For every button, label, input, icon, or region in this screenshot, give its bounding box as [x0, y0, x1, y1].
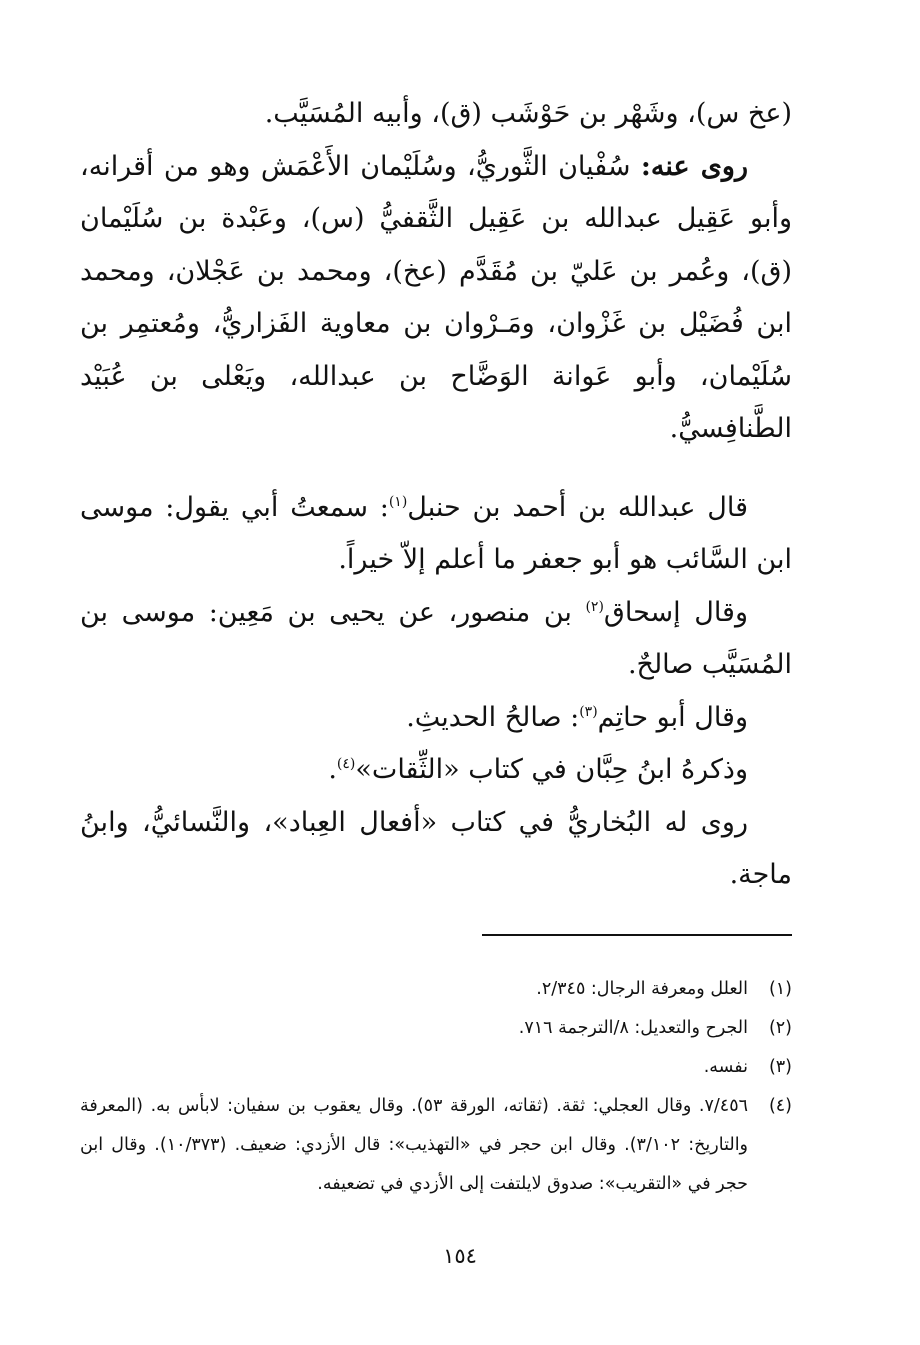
- paragraph-abu-hatim: [80, 692, 792, 745]
- paragraph-1-text: (عخ س)، وشَهْر بن حَوْشَب (ق)، وأبيه المُسَيَّب.: [264, 98, 792, 129]
- footnote-number: (٣): [768, 1057, 792, 1077]
- abu-hatim-text-a: وقال أبو حاتِم: [597, 701, 748, 733]
- footnote-ref-3[interactable]: (٣): [579, 703, 598, 720]
- ibn-hibban-text-a: وذكرهُ ابنُ حِبَّان في كتاب «الثِّقات»: [355, 754, 748, 785]
- narrators-lead: روى عنه:: [640, 150, 748, 182]
- footnote-text: الجرح والتعديل: ٨/الترجمة ٧١٦.: [518, 1018, 748, 1038]
- ibn-hanbal-text-a: قال عبدالله بن أحمد بن حنبل: [407, 491, 748, 523]
- ibn-hanbal-text-b: : سمعتُ أبي يقول: موسى ابن السَّائب هو أبو جعفر ما أعلم إلاّ خيراً.: [80, 491, 792, 575]
- main-text: [80, 88, 792, 902]
- footnote-text: نفسه.: [703, 1057, 748, 1077]
- page-number: ١٥٤: [443, 1244, 477, 1268]
- paragraph-1: [80, 88, 792, 141]
- footnote-number: (٤): [768, 1096, 792, 1116]
- footnote-text: العلل ومعرفة الرجال: ٢/٣٤٥.: [536, 979, 748, 999]
- footnote-4: [80, 1087, 792, 1204]
- abu-hatim-text-b: : صالحُ الحديثِ.: [406, 701, 580, 733]
- ishaq-text-a: وقال إسحاق: [603, 596, 748, 628]
- footnote-text: ٧/٤٥٦. وقال العجلي: ثقة. (ثقاته، الورقة ٥٣). وقال يعقوب بن سفيان: لابأس به. (المعرفة والتاريخ: ٣/١٠٢). وقال ابن حجر في «التهذيب»: قال الأزدي: ضعيف. (١٠/٣٧٣). وقال ابن حجر في «التقريب»: صدوق لايلتفت إلى الأزدي في تضعيفه.: [80, 1096, 749, 1194]
- footnotes: [80, 970, 792, 1204]
- footnote-ref-4[interactable]: (٤): [336, 756, 356, 772]
- paragraph-narrated-by: [80, 797, 792, 902]
- paragraph-ibn-hibban: [80, 744, 792, 797]
- footnote-divider: [482, 934, 792, 936]
- footnote-1: [80, 970, 792, 1009]
- ishaq-text-b: بن منصور، عن يحيى بن مَعِين: موسى بن المُسَيَّب صالحٌ.: [80, 596, 792, 680]
- paragraph-narrators: [80, 141, 792, 456]
- paragraph-ibn-hanbal: [80, 482, 792, 587]
- footnote-ref-1[interactable]: (١): [388, 493, 408, 510]
- footnote-2: [80, 1009, 792, 1048]
- narrators-text: سُفْيان الثَّوريُّ، وسُلَيْمان الأَعْمَش وهو من أقرانه، وأبو عَقِيل عبدالله بن عَقِيل الثَّقفيُّ (س)، وعَبْدة بن سُلَيْمان (ق)، وعُمر بن عَليّ بن مُقَدَّم (عخ)، ومحمد بن عَجْلان، ومحمد ابن فُضَيْل بن غَزْوان، ومَـرْوان بن معاوية الفَزاريُّ، ومُعتمِر بن سُلَيْمان، وأبو عَوانة الوَضَّاح بن عبدالله، ويَعْلى بن عُبَيْد الطَّنافِسيُّ.: [80, 150, 792, 444]
- paragraph-ishaq: [80, 587, 792, 692]
- footnote-number: (١): [768, 979, 792, 999]
- narrated-by-text: روى له البُخاريُّ في كتاب «أفعال العِباد»، والنَّسائيُّ، وابنُ ماجة.: [80, 806, 792, 890]
- ibn-hibban-text-b: .: [328, 754, 337, 785]
- footnote-ref-2[interactable]: (٢): [585, 598, 604, 615]
- footnote-number: (٢): [768, 1018, 792, 1038]
- footnote-3: [80, 1048, 792, 1087]
